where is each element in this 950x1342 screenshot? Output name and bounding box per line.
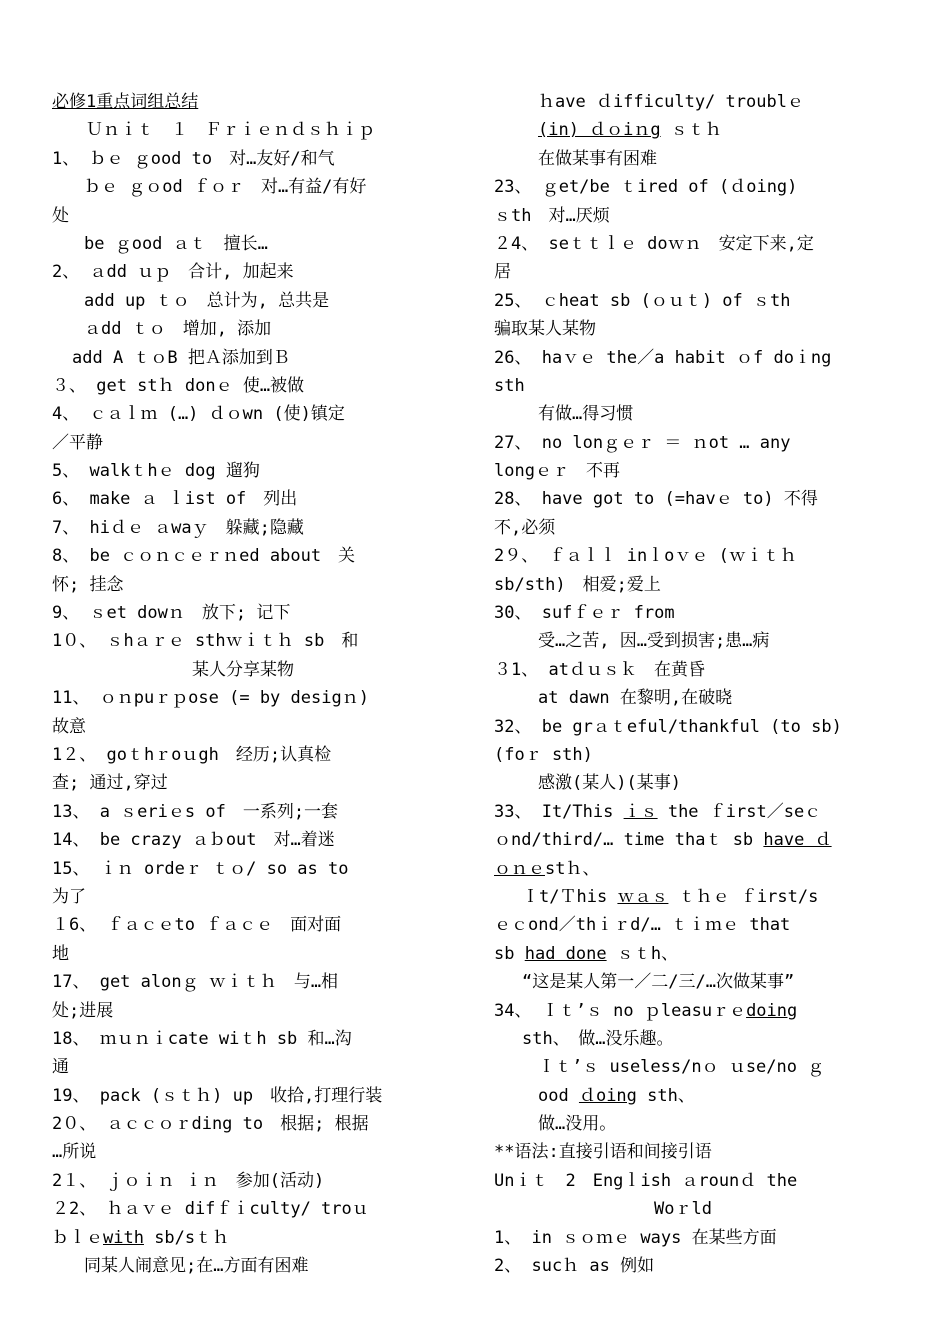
line-text: ｂｅ ｇｏod ｆｏｒ 对…有益/有好	[84, 177, 367, 198]
line-text: (foｒ sth)	[494, 744, 593, 765]
left-line	[52, 798, 458, 826]
line-text: 13、 a ｓeriｅs of 一系列;一套	[52, 801, 339, 822]
right-line	[494, 1110, 904, 1138]
right-line	[494, 798, 904, 826]
line-text: sth	[494, 375, 525, 396]
underlined-text: had done	[524, 943, 607, 964]
line-text: 30、 sufｆｅｒ from	[494, 603, 675, 624]
line-text: ａdd ｔｏ 增加, 添加	[84, 319, 272, 340]
left-line	[52, 315, 458, 343]
right-line	[494, 230, 904, 258]
line-text: ｈave ｄifficulty/ troublｅ	[538, 92, 804, 112]
line-text: 19、 pack (ｓｔｈ) up 收拾,打理行装	[52, 1085, 383, 1106]
line-text: ３1、 atｄｕｓｋ 在黄昏	[494, 659, 705, 680]
line-text: 2１、 ｊｏｉｎ ｉｎ 参加(活动)	[52, 1170, 325, 1191]
left-line	[52, 1138, 458, 1166]
right-line	[494, 173, 904, 201]
left-line	[52, 1025, 458, 1053]
left-line	[52, 287, 458, 315]
line-text: 5、 walkｔhｅ dog 遛狗	[52, 461, 260, 482]
left-line	[52, 997, 458, 1025]
line-text: 34、 Ｉｔ’ｓ no ｐleasuｒｅ	[494, 1000, 747, 1021]
left-line	[52, 542, 458, 570]
left-line	[52, 599, 458, 627]
line-text: 怀; 挂念	[52, 574, 124, 595]
left-line	[52, 769, 458, 797]
left-line	[52, 855, 458, 883]
line-text: 4、 ｃａｌｍ (…) ｄｏwn (使)镇定	[52, 404, 345, 425]
right-line	[494, 1138, 904, 1166]
line-text: 有做…得习惯	[538, 404, 634, 425]
line-text: ２4、 seｔｔｌｅ doｗｎ 安定下来,定	[494, 233, 814, 254]
left-line	[52, 1082, 458, 1110]
line-text: Ｉｔ’ｓ useless/nｏ ｕse/no ｇ	[538, 1057, 825, 1078]
right-line	[494, 769, 904, 797]
line-text: 33、 It/This	[494, 801, 624, 822]
right-line	[494, 911, 904, 939]
left-line	[52, 230, 458, 258]
line-text: at dawn 在黎明,在破晓	[538, 688, 733, 709]
right-line	[494, 542, 904, 570]
left-line	[52, 514, 458, 542]
line-text: 处;进展	[52, 1000, 114, 1021]
left-line	[52, 429, 458, 457]
left-line	[52, 258, 458, 286]
left-line	[52, 1167, 458, 1195]
line-text: 2９、 ｆａｌｌ inｌoｖｅ (ｗｉｔｈ	[494, 546, 797, 567]
line-text: 1、 in ｓｏｍｅ ways 在某些方面	[494, 1227, 777, 1248]
underlined-text: doing	[746, 1000, 798, 1021]
line-text: 28、 have got to (=havｅ to) 不得	[494, 489, 818, 510]
left-line	[52, 1252, 458, 1280]
line-text: add A ｔｏB 把Ａ添加到Ｂ	[72, 347, 290, 368]
line-text: Unｉｔ 2 Engｌish ａrounｄ the	[494, 1170, 798, 1191]
line-text: 25、 ｃheat sb (ｏｕｔ) of ｓth	[494, 290, 791, 311]
line-text: sth、 做…没乐趣。	[522, 1028, 674, 1049]
line-text: Woｒld	[654, 1199, 712, 1220]
line-text: ood	[538, 1085, 579, 1106]
left-line	[52, 1224, 458, 1252]
line-text: sb	[494, 943, 525, 964]
line-text: 处	[52, 205, 69, 226]
right-line	[494, 429, 904, 457]
line-text: １6、 ｆａｃｅto ｆａｃｅ 面对面	[52, 915, 342, 936]
line-text: 17、 get alonｇ ｗｉｔｈ 与…相	[52, 972, 339, 993]
line-text-tail: ｓｔｈ	[660, 120, 722, 141]
right-line	[494, 400, 904, 428]
right-line	[494, 1195, 904, 1223]
line-text: 在做某事有困难	[538, 148, 657, 169]
line-text: 故意	[52, 716, 86, 737]
line-text-tail: sb/sｔｈ	[143, 1227, 230, 1248]
underlined-text: (in) ｄｏiｎg	[538, 120, 661, 141]
underlined-text: ｉｓ	[623, 801, 658, 822]
line-text: 1２、 goｔhｒoｕgh 经历;认真检	[52, 744, 332, 765]
line-text: 1０、 ｓhａｒｅ sthｗｉｔｈ sb 和	[52, 631, 359, 652]
left-line	[52, 485, 458, 513]
right-line	[494, 315, 904, 343]
line-text: 23、 ｇet/be ｔired of (ｄoing)	[494, 177, 798, 198]
line-text-tail: the ｆirst／seｃ	[657, 801, 822, 822]
left-line	[52, 116, 458, 144]
right-line	[494, 344, 904, 372]
left-line	[52, 400, 458, 428]
left-line	[52, 713, 458, 741]
underlined-text: have ｄ	[763, 830, 832, 851]
underlined-text: ｗａｓ	[617, 886, 669, 907]
line-text: ｓth 对…厌烦	[494, 205, 610, 226]
left-line	[52, 826, 458, 854]
right-line	[494, 372, 904, 400]
line-text: **语法:直接引语和间接引语	[494, 1142, 712, 1163]
left-line	[52, 741, 458, 769]
line-text: 15、 ｉｎ ordeｒ ｔｏ/ so as to	[52, 858, 349, 879]
line-text: 做…没用。	[538, 1114, 617, 1135]
line-text: 26、 haｖｅ the／a habit ｏf doｉng	[494, 347, 832, 368]
right-line	[494, 514, 904, 542]
right-line	[494, 968, 904, 996]
left-column	[52, 88, 458, 1280]
right-line	[494, 145, 904, 173]
right-line	[494, 1167, 904, 1195]
line-text: ２2、 ｈａｖｅ difｆｉculty/ troｕ	[52, 1199, 369, 1220]
right-line	[494, 656, 904, 684]
line-text: 查; 通过,穿过	[52, 773, 168, 794]
line-text-tail: stｈ、	[545, 858, 600, 879]
right-line	[494, 599, 904, 627]
right-line	[494, 287, 904, 315]
document-title: 必修1重点词组总结	[52, 92, 199, 112]
left-line	[52, 173, 458, 201]
left-line	[52, 145, 458, 173]
line-text: add up ｔｏ 总计为, 总共是	[84, 290, 330, 311]
right-line	[494, 485, 904, 513]
line-text-tail: sth、	[636, 1085, 695, 1106]
line-text: 同某人闹意见;在…方面有困难	[84, 1256, 309, 1277]
line-text: Ｉt/Ｔhis	[522, 886, 618, 907]
right-line	[494, 1053, 904, 1081]
right-line	[494, 627, 904, 655]
right-line	[494, 940, 904, 968]
right-line	[494, 1252, 904, 1280]
left-line	[52, 911, 458, 939]
line-text: 8、 be ｃｏｎｃｅｒｎed about 关	[52, 546, 356, 567]
line-text: Ｕｎｉｔ １ Ｆｒｉｅｎｄｓｈｉｐ	[52, 120, 375, 141]
right-line	[494, 741, 904, 769]
right-line	[494, 855, 904, 883]
right-line	[494, 997, 904, 1025]
line-text-tail: ｔｈｅ ｆirst/s	[668, 886, 819, 907]
right-line	[494, 883, 904, 911]
line-text: 11、 ｏｎpuｒｐose (= by desigｎ)	[52, 688, 369, 709]
right-line	[494, 1025, 904, 1053]
right-line	[494, 826, 904, 854]
right-line	[494, 88, 904, 116]
right-line	[494, 1224, 904, 1252]
line-text: 1、 ｂｅ ｇood to 对…友好/和气	[52, 148, 335, 169]
line-text: 居	[494, 262, 511, 283]
line-text: longｅｒ 不再	[494, 461, 620, 482]
line-text: 骗取某人某物	[494, 319, 596, 340]
left-line	[52, 1195, 458, 1223]
line-text: 6、 make ａ ｌist of 列出	[52, 489, 298, 510]
left-line	[52, 968, 458, 996]
left-line	[52, 883, 458, 911]
line-text: ３、 get stｈ donｅ 使…被做	[52, 375, 305, 396]
line-text: ｏnd/third/… time thaｔ sb	[494, 830, 764, 851]
line-text: 2０、 ａｃｃｏｒding to 根据; 根据	[52, 1114, 369, 1135]
left-line	[52, 344, 458, 372]
line-text: 为了	[52, 886, 86, 907]
left-line	[52, 372, 458, 400]
line-text: “这是某人第一／二/三/…次做某事”	[522, 972, 795, 993]
left-line	[52, 627, 458, 655]
line-text: ｂｌｅ	[52, 1227, 103, 1248]
right-line	[494, 202, 904, 230]
right-column	[494, 88, 904, 1280]
underlined-text: ｄoing	[578, 1085, 637, 1106]
underlined-text: with	[103, 1227, 144, 1248]
line-text: 地	[52, 943, 69, 964]
line-text: be ｇood ａｔ 擅长…	[84, 233, 268, 254]
right-line	[494, 1082, 904, 1110]
left-line	[52, 571, 458, 599]
line-text-tail: ｓｔh、	[606, 943, 679, 964]
line-text: 27、 no lonｇｅｒ ＝ ｎot … any	[494, 432, 791, 453]
right-line	[494, 116, 904, 144]
line-text: sb/sth) 相爱;爱上	[494, 574, 661, 595]
line-text: 感激(某人)(某事)	[538, 773, 681, 794]
line-text: 2、 sucｈ as 例如	[494, 1256, 655, 1277]
line-text: 不,必须	[494, 517, 556, 538]
right-line	[494, 258, 904, 286]
right-line	[494, 684, 904, 712]
line-text: 某人分享某物	[192, 659, 294, 680]
right-line	[494, 457, 904, 485]
left-line	[52, 940, 458, 968]
line-text: 9、 ｓet dowｎ 放下; 记下	[52, 603, 291, 624]
right-line	[494, 713, 904, 741]
underlined-text: ｏｎｅ	[494, 858, 545, 879]
left-line	[52, 1053, 458, 1081]
left-line	[52, 1110, 458, 1138]
line-text: 32、 be grａｔeful/thankful (to sb)	[494, 716, 842, 737]
line-text: 2、 ａdd ｕｐ 合计, 加起来	[52, 262, 294, 283]
line-text: 受…之苦, 因…受到损害;患…病	[538, 631, 770, 652]
left-line	[52, 202, 458, 230]
line-text: …所说	[52, 1142, 97, 1163]
left-line	[52, 656, 458, 684]
line-text: 14、 be crazy ａｂout 对…着迷	[52, 830, 335, 851]
line-text: ／平静	[52, 432, 103, 453]
line-text: ｅｃond／thｉｒd/… ｔｉｍｅ that	[494, 915, 791, 936]
left-line	[52, 457, 458, 485]
line-text: 通	[52, 1057, 69, 1078]
right-line	[494, 571, 904, 599]
left-line	[52, 684, 458, 712]
line-text: 7、 hiｄｅ ａwaｙ 躲藏;隐藏	[52, 517, 304, 538]
line-text: 18、 ｍｕｎｉcate wiｔh sb 和…沟	[52, 1028, 352, 1049]
